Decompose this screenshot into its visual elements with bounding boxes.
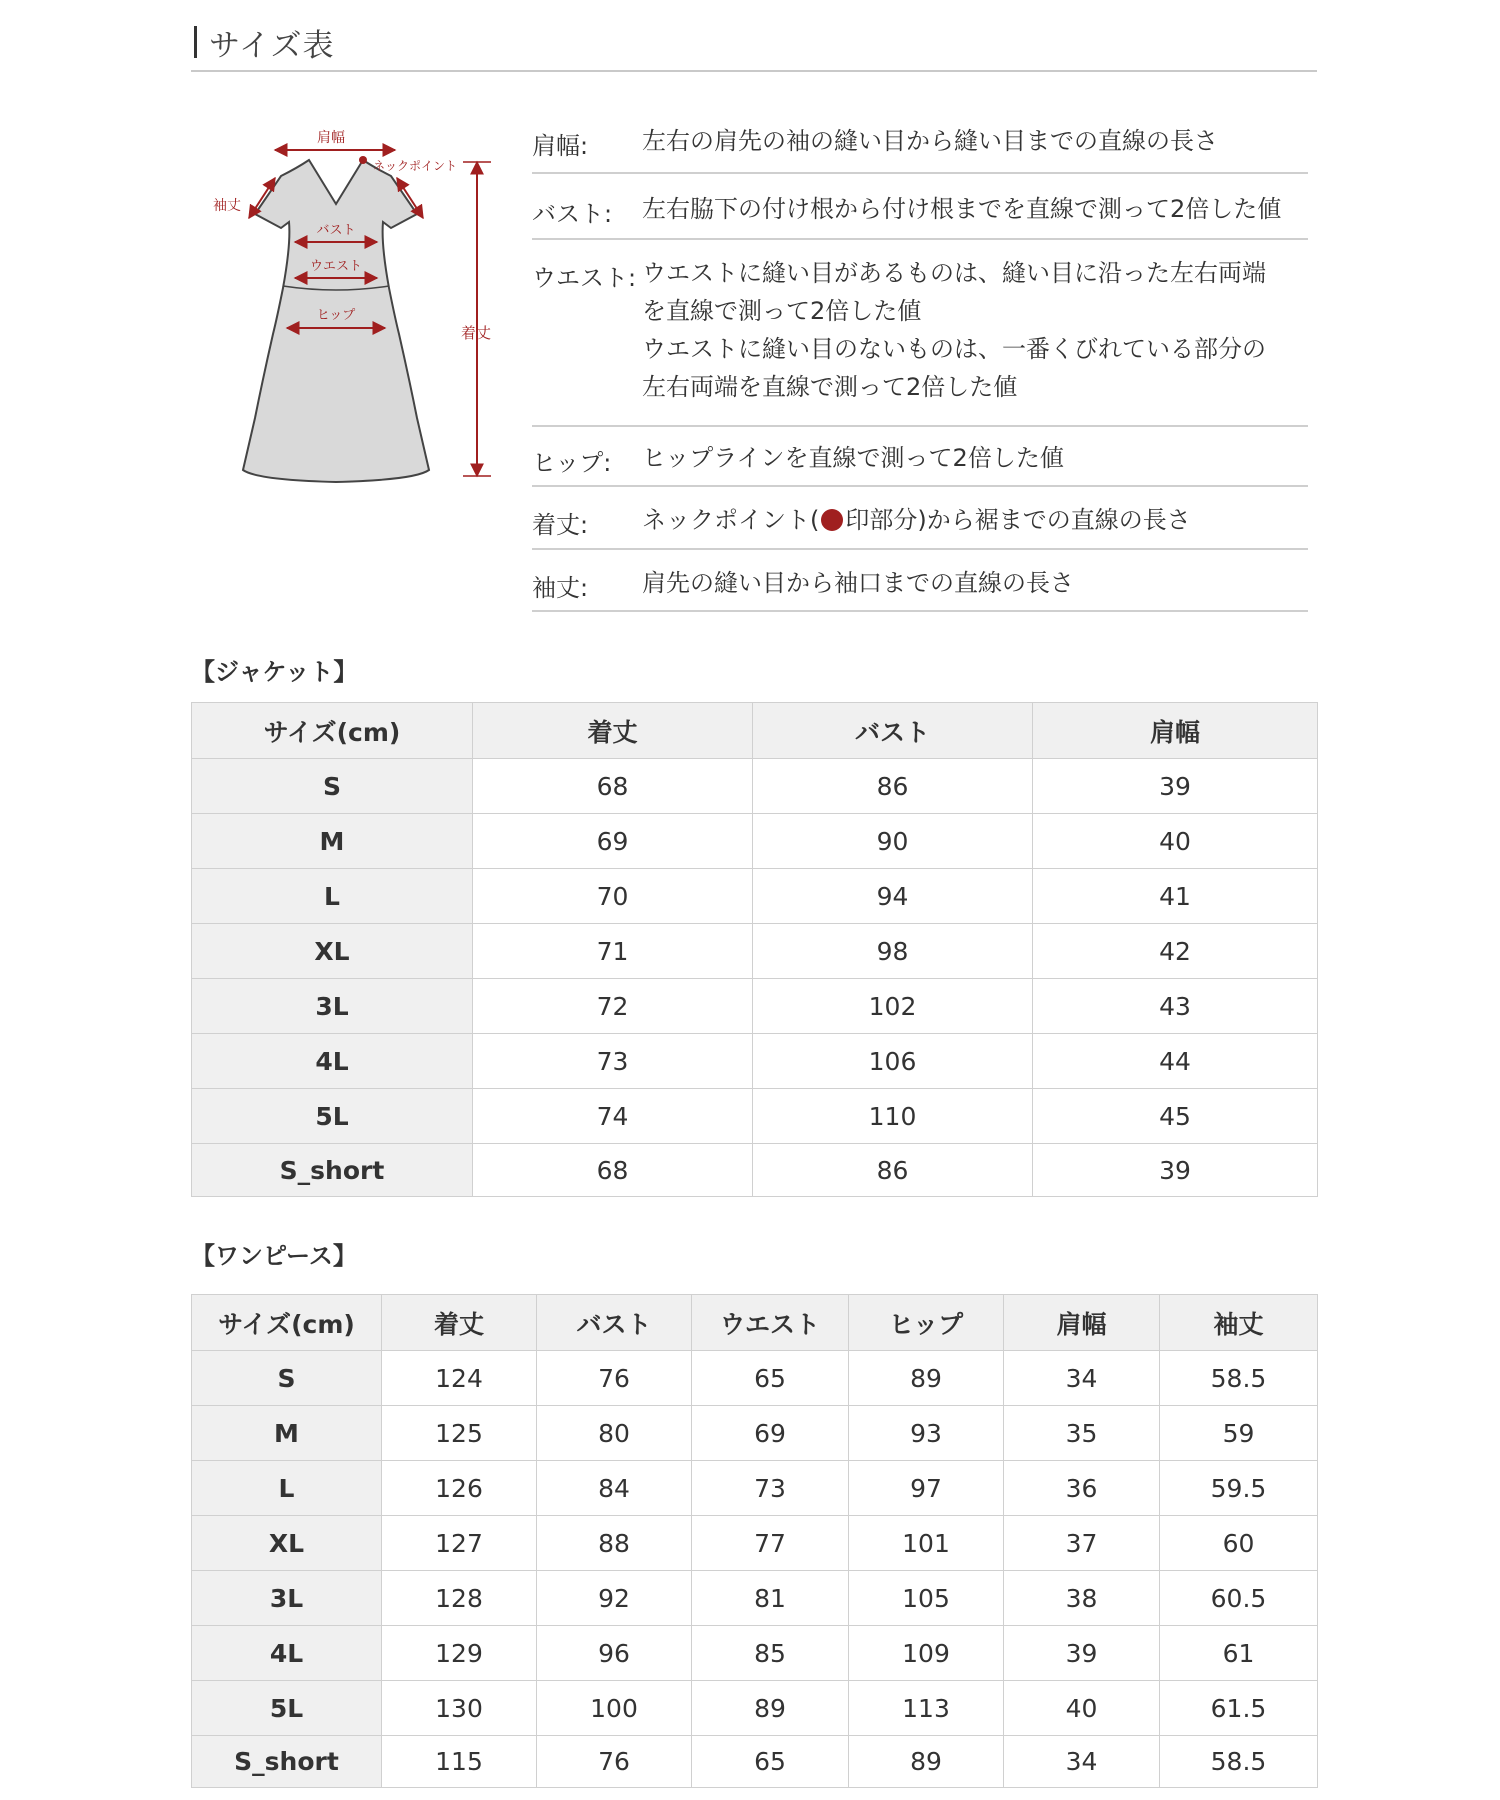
table-cell: 76 [537, 1351, 692, 1406]
definition-term: ウエスト: [532, 264, 637, 292]
table-cell: 102 [753, 979, 1033, 1034]
definition-term: ヒップ: [532, 449, 612, 477]
table-header-row [192, 1295, 1318, 1351]
table-cell: 92 [537, 1571, 692, 1626]
column-header: ヒップ [849, 1295, 1004, 1351]
table-cell: 130 [382, 1681, 537, 1736]
table-cell: 81 [692, 1571, 849, 1626]
definition-row [532, 240, 1308, 427]
table-cell: 124 [382, 1351, 537, 1406]
definition-row [532, 550, 1308, 612]
definition-text [642, 254, 1266, 406]
size-label-cell: S [192, 759, 473, 814]
table-cell: 40 [1004, 1681, 1160, 1736]
table-row [192, 1571, 1318, 1626]
jacket-heading: 【ジャケット】 [191, 658, 358, 686]
table-row [192, 869, 1318, 924]
page-header [191, 16, 1317, 72]
table-row [192, 1626, 1318, 1681]
table-cell: 93 [849, 1406, 1004, 1461]
table-cell: 100 [537, 1681, 692, 1736]
table-cell: 115 [382, 1736, 537, 1788]
definition-row [532, 487, 1308, 550]
definition-row [532, 174, 1308, 240]
table-row [192, 979, 1318, 1034]
page-title: サイズ表 [209, 28, 335, 64]
definition-term: 袖丈: [532, 574, 589, 602]
size-label-cell: 5L [192, 1089, 473, 1144]
waist-label: ウエスト [309, 259, 363, 274]
size-label-cell: L [192, 1461, 382, 1516]
table-cell: 86 [753, 1144, 1033, 1197]
table-cell: 72 [473, 979, 753, 1034]
table-cell: 39 [1033, 759, 1318, 814]
table-cell: 113 [849, 1681, 1004, 1736]
hip-label: ヒップ [316, 308, 356, 323]
column-header: バスト [537, 1295, 692, 1351]
jacket-size-table [191, 702, 1318, 1197]
table-row [192, 759, 1318, 814]
table-cell: 69 [692, 1406, 849, 1461]
table-cell: 59 [1160, 1406, 1318, 1461]
table-cell: 58.5 [1160, 1736, 1318, 1788]
neck-point-dot [359, 156, 367, 164]
definition-text: 左右脇下の付け根から付け根までを直線で測って2倍した値 [642, 195, 1282, 223]
table-cell: 65 [692, 1351, 849, 1406]
table-row [192, 1516, 1318, 1571]
size-label-cell: 5L [192, 1681, 382, 1736]
table-cell: 105 [849, 1571, 1004, 1626]
table-cell: 70 [473, 869, 753, 924]
table-cell: 44 [1033, 1034, 1318, 1089]
definition-text: 肩先の縫い目から袖口までの直線の長さ [642, 569, 1074, 597]
table-cell: 85 [692, 1626, 849, 1681]
table-cell: 89 [849, 1351, 1004, 1406]
bust-label: バスト [316, 223, 356, 238]
table-cell: 80 [537, 1406, 692, 1461]
table-cell: 40 [1033, 814, 1318, 869]
table-cell: 90 [753, 814, 1033, 869]
table-row [192, 1089, 1318, 1144]
table-row [192, 1144, 1318, 1197]
table-cell: 89 [849, 1736, 1004, 1788]
size-label-cell: S_short [192, 1144, 473, 1197]
table-cell: 73 [473, 1034, 753, 1089]
table-row [192, 1034, 1318, 1089]
definition-text-part: 印部分)から裾までの直線の長さ [845, 506, 1191, 534]
definition-line: を直線で測って2倍した値 [642, 297, 922, 325]
table-cell: 39 [1004, 1626, 1160, 1681]
table-cell: 34 [1004, 1736, 1160, 1788]
size-label-cell: 4L [192, 1626, 382, 1681]
onepiece-heading: 【ワンピース】 [191, 1242, 357, 1270]
title-accent-bar [194, 26, 197, 58]
table-row [192, 1406, 1318, 1461]
definition-row [532, 427, 1308, 487]
table-cell: 109 [849, 1626, 1004, 1681]
column-header: 着丈 [382, 1295, 537, 1351]
definition-text-part: ネックポイント( [642, 506, 820, 534]
size-label-cell: 3L [192, 979, 473, 1034]
table-cell: 68 [473, 1144, 753, 1197]
table-cell: 129 [382, 1626, 537, 1681]
onepiece-size-table [191, 1294, 1318, 1788]
table-row [192, 1461, 1318, 1516]
size-label-cell: XL [192, 924, 473, 979]
table-cell: 45 [1033, 1089, 1318, 1144]
definition-term: バスト: [532, 200, 613, 228]
garment-measurement-diagram [205, 118, 505, 558]
table-cell: 89 [692, 1681, 849, 1736]
size-label-cell: S_short [192, 1736, 382, 1788]
table-cell: 59.5 [1160, 1461, 1318, 1516]
column-header: サイズ(cm) [192, 703, 473, 759]
neck-point-marker-icon [821, 509, 843, 531]
table-row [192, 1351, 1318, 1406]
table-cell: 58.5 [1160, 1351, 1318, 1406]
table-cell: 94 [753, 869, 1033, 924]
size-label-cell: M [192, 1406, 382, 1461]
table-cell: 74 [473, 1089, 753, 1144]
column-header: 肩幅 [1033, 703, 1318, 759]
size-label-cell: XL [192, 1516, 382, 1571]
table-cell: 38 [1004, 1571, 1160, 1626]
definition-row [532, 118, 1308, 174]
table-cell: 39 [1033, 1144, 1318, 1197]
size-label-cell: M [192, 814, 473, 869]
table-cell: 126 [382, 1461, 537, 1516]
table-cell: 60 [1160, 1516, 1318, 1571]
table-cell: 128 [382, 1571, 537, 1626]
column-header: ウエスト [692, 1295, 849, 1351]
shoulder-label: 肩幅 [317, 130, 345, 146]
table-cell: 84 [537, 1461, 692, 1516]
table-cell: 97 [849, 1461, 1004, 1516]
size-label-cell: L [192, 869, 473, 924]
table-cell: 101 [849, 1516, 1004, 1571]
table-cell: 98 [753, 924, 1033, 979]
definition-line: ウエストに縫い目のないものは、一番くびれている部分の [642, 335, 1266, 363]
length-label: 着丈 [461, 324, 492, 342]
neck-point-label: ネックポイント [373, 159, 458, 173]
table-cell: 41 [1033, 869, 1318, 924]
table-cell: 106 [753, 1034, 1033, 1089]
measurement-definitions [532, 118, 1308, 612]
column-header: 着丈 [473, 703, 753, 759]
table-cell: 88 [537, 1516, 692, 1571]
definition-line: 左右両端を直線で測って2倍した値 [642, 373, 1018, 401]
table-row [192, 1736, 1318, 1788]
size-label-cell: 3L [192, 1571, 382, 1626]
table-header-row [192, 703, 1318, 759]
table-cell: 77 [692, 1516, 849, 1571]
table-cell: 127 [382, 1516, 537, 1571]
column-header: 肩幅 [1004, 1295, 1160, 1351]
definition-term: 肩幅: [532, 132, 589, 160]
sleeve-label: 袖丈 [213, 198, 241, 214]
table-cell: 86 [753, 759, 1033, 814]
table-row [192, 814, 1318, 869]
table-cell: 42 [1033, 924, 1318, 979]
table-cell: 61 [1160, 1626, 1318, 1681]
table-cell: 61.5 [1160, 1681, 1318, 1736]
column-header: 袖丈 [1160, 1295, 1318, 1351]
table-cell: 43 [1033, 979, 1318, 1034]
definition-text: ヒップラインを直線で測って2倍した値 [642, 444, 1064, 472]
table-cell: 36 [1004, 1461, 1160, 1516]
definition-text [642, 501, 1191, 539]
definition-text: 左右の肩先の袖の縫い目から縫い目までの直線の長さ [642, 127, 1218, 155]
table-cell: 37 [1004, 1516, 1160, 1571]
table-cell: 110 [753, 1089, 1033, 1144]
table-cell: 65 [692, 1736, 849, 1788]
column-header: バスト [753, 703, 1033, 759]
table-cell: 71 [473, 924, 753, 979]
table-row [192, 1681, 1318, 1736]
definition-term: 着丈: [532, 511, 589, 539]
table-row [192, 924, 1318, 979]
table-cell: 96 [537, 1626, 692, 1681]
table-cell: 60.5 [1160, 1571, 1318, 1626]
size-label-cell: 4L [192, 1034, 473, 1089]
table-cell: 76 [537, 1736, 692, 1788]
table-cell: 73 [692, 1461, 849, 1516]
definition-line: ウエストに縫い目があるものは、縫い目に沿った左右両端 [642, 259, 1266, 287]
table-cell: 68 [473, 759, 753, 814]
table-cell: 125 [382, 1406, 537, 1461]
table-cell: 35 [1004, 1406, 1160, 1461]
column-header: サイズ(cm) [192, 1295, 382, 1351]
table-cell: 69 [473, 814, 753, 869]
size-label-cell: S [192, 1351, 382, 1406]
table-cell: 34 [1004, 1351, 1160, 1406]
